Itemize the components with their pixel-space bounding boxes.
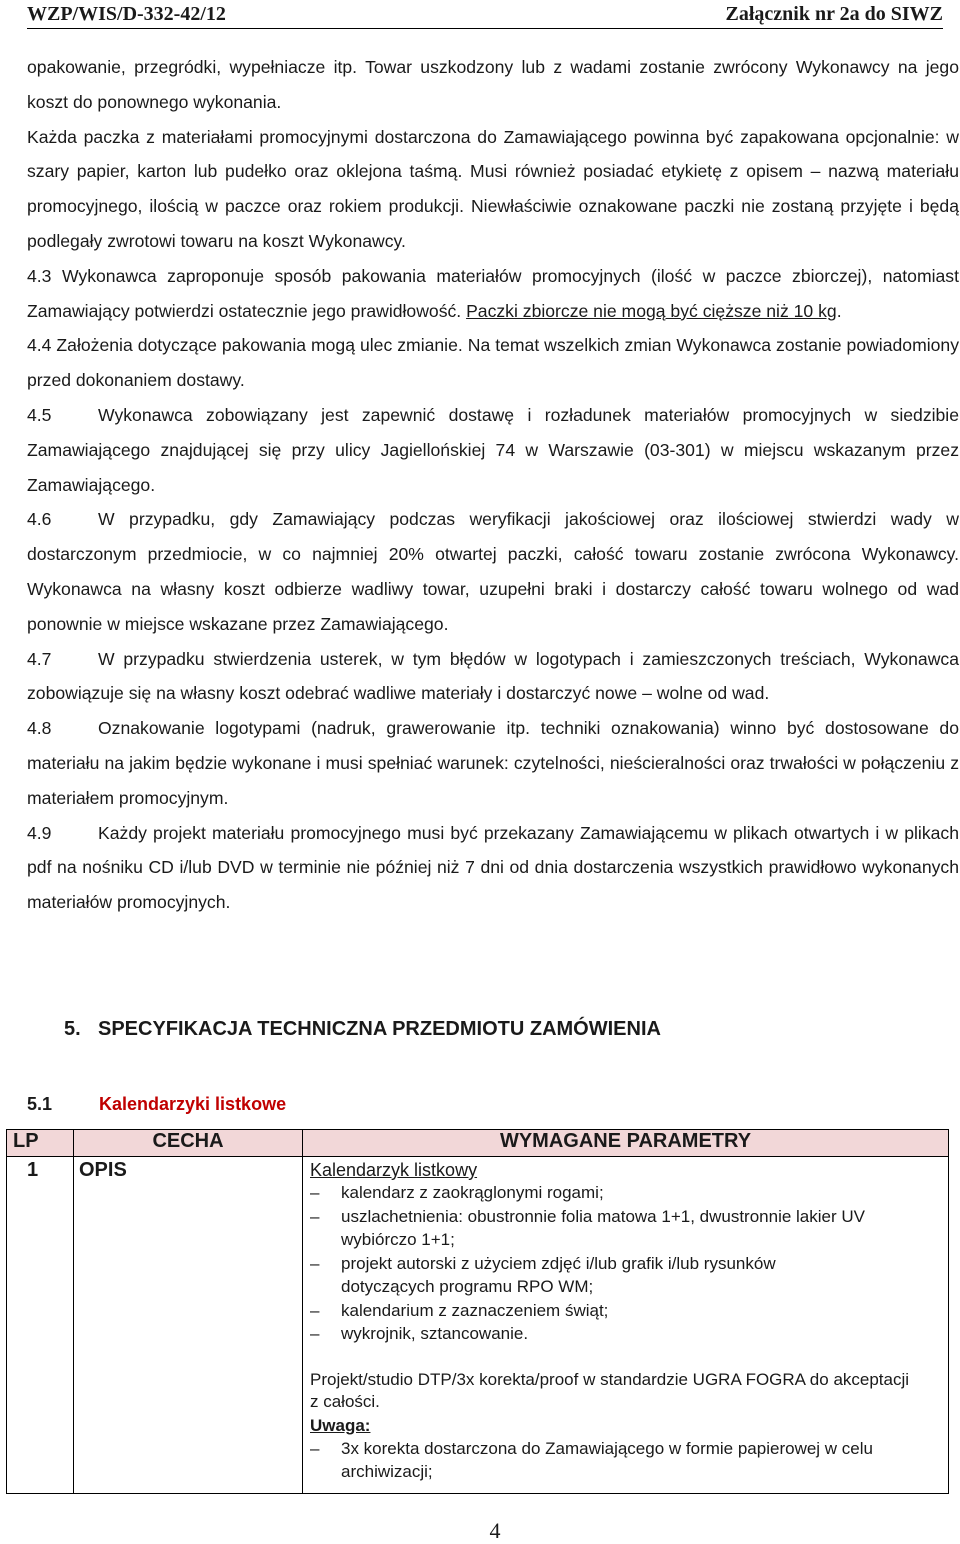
list-item: – kalendarium z zaznaczeniem świąt; [310, 1300, 609, 1320]
paragraph-4-4: 4.4 Założenia dotyczące pakowania mogą ulec zmianie. Na temat wszelkich zmian Wykonawca zostanie powiadomiony przed dokonaniem dostawy. [27, 335, 959, 391]
list-item: – wykrojnik, sztancowanie. [310, 1324, 529, 1343]
specification-table [6, 1129, 949, 1494]
paragraph-4-7: 4.7 W przypadku stwierdzenia usterek, w tym błędów w logotypach i zamieszczonych treściach, Wykonawca zobowiązuje się na własny koszt odebrać wadliwe materiały i dostarczyć nowe – wolne od wad. [27, 648, 959, 704]
page-header [27, 2, 943, 29]
table-row [7, 1157, 949, 1494]
subsection-heading: 5.1 Kalendarzyki listkowe [27, 1094, 287, 1114]
document-reference: WZP/WIS/D-332-42/12 [27, 3, 226, 25]
cell-cecha: OPIS [74, 1157, 303, 1494]
header-cecha: CECHA [74, 1130, 303, 1157]
cell-lp: 1 [7, 1157, 74, 1494]
list-item: – 3x korekta dostarczona do Zamawiającego w formie papierowej w celu archiwizacji; [310, 1438, 873, 1481]
list-item: – uszlachetnienia: obustronnie folia matowa 1+1, dwustronnie lakier UV wybiórczo 1+1; [310, 1206, 865, 1249]
table-header-row [7, 1130, 949, 1157]
header-lp: LP [7, 1130, 74, 1157]
paragraph-package-labeling: Każda paczka z materiałami promocyjnymi dostarczona do Zamawiającego powinna być zapakowana opcjonalnie: w szary papier, karton lub pudełko oraz oklejona taśmą. Musi również posiadać etykietę z opisem – nazwą materiału promocyjnego, ilością w paczce oraz rokiem produkcji. Niewłaściwie oznakowane paczki nie zostaną przyjęte i będą podlegały zwrotowi towaru na koszt Wykonawcy. [27, 126, 959, 251]
weight-limit-note: Paczki zbiorcze nie mogą być cięższe niż 10 kg [466, 300, 837, 321]
attachment-label: Załącznik nr 2a do SIWZ [725, 3, 943, 25]
paragraph-4-5: 4.5 Wykonawca zobowiązany jest zapewnić dostawę i rozładunek materiałów promocyjnych w siedzibie Zamawiającego znajdującej się przy ulicy Jagiellońskiej 74 w Warszawie (03-301) w miejscu wskazanym przez Zamawiającego. [27, 404, 959, 495]
list-item: – kalendarz z zaokrąglonymi rogami; [310, 1183, 604, 1202]
header-parametry: WYMAGANE PARAMETRY [303, 1130, 949, 1157]
paragraph-4-8: 4.8 Oznakowanie logotypami (nadruk, grawerowanie itp. techniki oznakowania) winno być dostosowane do materiału na jakim będzie wykonane i musi spełniać warunek: czytelności, nieścieralności oraz trwałości w połączeniu z materiałem promocyjnym. [27, 718, 959, 808]
section-heading: 5. SPECYFIKACJA TECHNICZNA PRZEDMIOTU ZAMÓWIENIA [64, 1018, 661, 1040]
paragraph-4-3: 4.3 Wykonawca zaproponuje sposób pakowania materiałów promocyjnych (ilość w paczce zbiorczej), natomiast Zamawiający potwierdzi ostatecznie jego prawidłowość. Paczki zbiorcze nie mogą być cięższe niż 10 kg. [27, 265, 959, 321]
projekt-note: Projekt/studio DTP/3x korekta/proof w standardzie UGRA FOGRA do akceptacji z całości. [310, 1369, 910, 1411]
list-item: – projekt autorski z użyciem zdjęć i/lub grafik i/lub rysunków dotyczących programu RPO WM; [310, 1253, 776, 1296]
paragraph-continuation: opakowanie, przegródki, wypełniacze itp. Towar uszkodzony lub z wadami zostanie zwrócony Wykonawcy na jego koszt do ponownego wykonania. [27, 57, 959, 112]
paragraph-4-6: 4.6 W przypadku, gdy Zamawiający podczas weryfikacji jakościowej oraz ilościowej stwierdzi wady w dostarczonym przedmiocie, w co najmniej 20% otwartej paczki, całość towaru zostanie zwrócona Wykonawcy. Wykonawca na własny koszt odbierze wadliwy towar, uzupełni braki i dostarczy całość towaru wolnego od wad ponownie w miejsce wskazane przez Zamawiającego. [27, 509, 959, 634]
paragraph-4-9: 4.9 Każdy projekt materiału promocyjnego musi być przekazany Zamawiającemu w plikach otwartych i w plikach pdf na nośniku CD i/lub DVD w terminie nie później niż 7 dni od dnia dostarczenia wszystkich prawidłowo wykonanych materiałów promocyjnych. [27, 822, 959, 913]
cell-parametry [303, 1157, 949, 1494]
page-number: 4 [489, 1518, 501, 1543]
uwaga-label: Uwaga: [310, 1415, 371, 1435]
document-body [27, 50, 960, 920]
product-title: Kalendarzyk listkowy [310, 1160, 478, 1180]
